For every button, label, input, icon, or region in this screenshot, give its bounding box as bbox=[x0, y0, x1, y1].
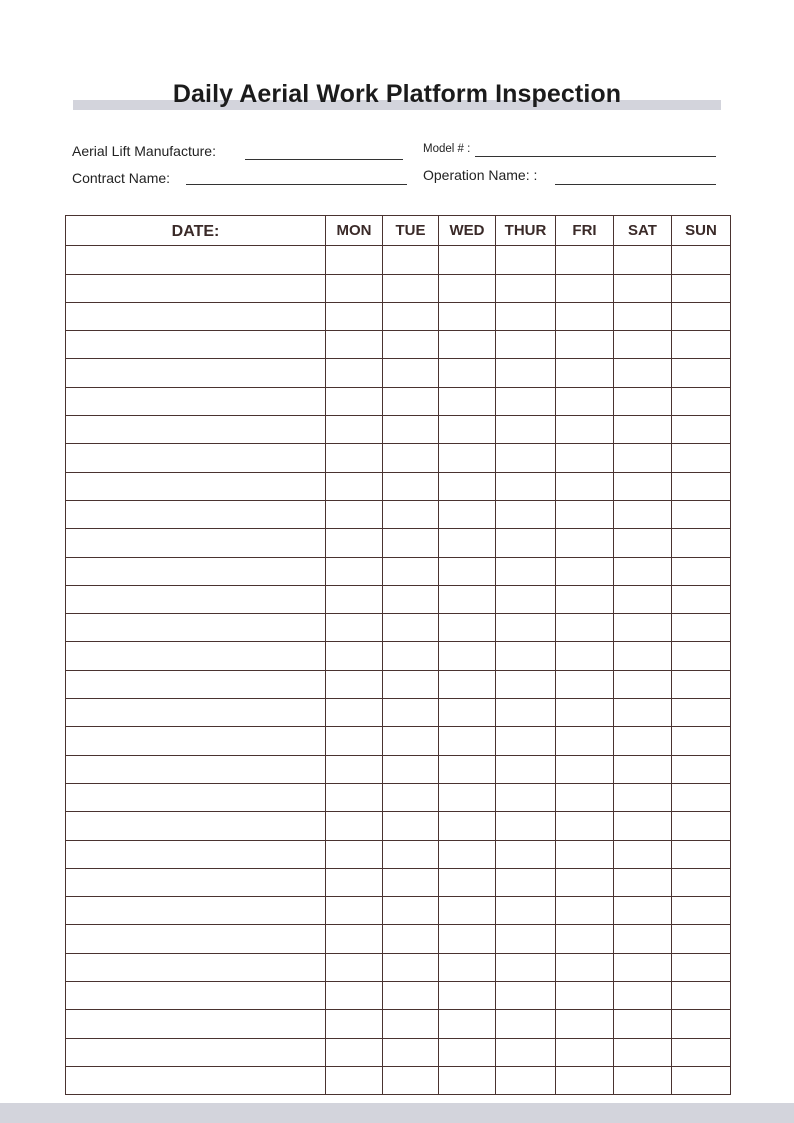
date-cell[interactable] bbox=[66, 416, 326, 444]
day-check-cell[interactable] bbox=[614, 727, 672, 755]
date-cell[interactable] bbox=[66, 1038, 326, 1066]
day-check-cell[interactable] bbox=[672, 500, 731, 528]
table-row bbox=[66, 670, 731, 698]
table-row bbox=[66, 500, 731, 528]
day-check-cell[interactable] bbox=[496, 416, 556, 444]
day-check-cell[interactable] bbox=[614, 416, 672, 444]
day-check-cell[interactable] bbox=[556, 783, 614, 811]
day-check-cell[interactable] bbox=[383, 670, 439, 698]
day-check-cell[interactable] bbox=[672, 529, 731, 557]
day-check-cell[interactable] bbox=[326, 472, 383, 500]
table-row bbox=[66, 755, 731, 783]
day-check-cell[interactable] bbox=[496, 642, 556, 670]
day-check-cell[interactable] bbox=[672, 416, 731, 444]
table-row bbox=[66, 1038, 731, 1066]
day-check-cell[interactable] bbox=[672, 331, 731, 359]
day-check-cell[interactable] bbox=[383, 500, 439, 528]
day-header-sun: SUN bbox=[672, 216, 731, 246]
table-body bbox=[66, 246, 731, 1095]
day-check-cell[interactable] bbox=[326, 1066, 383, 1094]
day-check-cell[interactable] bbox=[383, 331, 439, 359]
day-check-cell[interactable] bbox=[496, 727, 556, 755]
day-check-cell[interactable] bbox=[326, 274, 383, 302]
day-check-cell[interactable] bbox=[439, 246, 496, 274]
day-check-cell[interactable] bbox=[496, 699, 556, 727]
day-check-cell[interactable] bbox=[556, 812, 614, 840]
day-check-cell[interactable] bbox=[672, 812, 731, 840]
day-check-cell[interactable] bbox=[614, 812, 672, 840]
day-check-cell[interactable] bbox=[439, 387, 496, 415]
day-check-cell[interactable] bbox=[672, 585, 731, 613]
day-check-cell[interactable] bbox=[496, 331, 556, 359]
day-check-cell[interactable] bbox=[672, 1038, 731, 1066]
day-check-cell[interactable] bbox=[672, 642, 731, 670]
day-check-cell[interactable] bbox=[326, 614, 383, 642]
day-check-cell[interactable] bbox=[614, 500, 672, 528]
day-check-cell[interactable] bbox=[439, 727, 496, 755]
day-check-cell[interactable] bbox=[556, 699, 614, 727]
day-check-cell[interactable] bbox=[326, 246, 383, 274]
table-row bbox=[66, 868, 731, 896]
day-check-cell[interactable] bbox=[614, 1066, 672, 1094]
day-check-cell[interactable] bbox=[672, 557, 731, 585]
day-check-cell[interactable] bbox=[383, 812, 439, 840]
day-check-cell[interactable] bbox=[672, 359, 731, 387]
day-check-cell[interactable] bbox=[556, 755, 614, 783]
day-check-cell[interactable] bbox=[496, 387, 556, 415]
day-check-cell[interactable] bbox=[383, 387, 439, 415]
date-cell[interactable] bbox=[66, 953, 326, 981]
day-check-cell[interactable] bbox=[614, 444, 672, 472]
table-row bbox=[66, 585, 731, 613]
day-check-cell[interactable] bbox=[556, 982, 614, 1010]
day-check-cell[interactable] bbox=[439, 897, 496, 925]
day-check-cell[interactable] bbox=[439, 331, 496, 359]
day-check-cell[interactable] bbox=[556, 359, 614, 387]
day-check-cell[interactable] bbox=[614, 557, 672, 585]
day-check-cell[interactable] bbox=[496, 755, 556, 783]
day-check-cell[interactable] bbox=[439, 925, 496, 953]
table-row bbox=[66, 246, 731, 274]
day-check-cell[interactable] bbox=[383, 585, 439, 613]
table-row bbox=[66, 472, 731, 500]
day-check-cell[interactable] bbox=[383, 416, 439, 444]
table-row bbox=[66, 359, 731, 387]
inspection-table bbox=[65, 215, 731, 1095]
day-check-cell[interactable] bbox=[672, 302, 731, 330]
model-field[interactable] bbox=[475, 156, 716, 157]
day-check-cell[interactable] bbox=[383, 699, 439, 727]
day-check-cell[interactable] bbox=[326, 953, 383, 981]
day-check-cell[interactable] bbox=[672, 699, 731, 727]
day-check-cell[interactable] bbox=[556, 246, 614, 274]
day-check-cell[interactable] bbox=[383, 444, 439, 472]
day-check-cell[interactable] bbox=[556, 302, 614, 330]
day-check-cell[interactable] bbox=[326, 387, 383, 415]
day-check-cell[interactable] bbox=[672, 274, 731, 302]
day-check-cell[interactable] bbox=[439, 1010, 496, 1038]
table-row bbox=[66, 840, 731, 868]
day-check-cell[interactable] bbox=[496, 868, 556, 896]
day-check-cell[interactable] bbox=[496, 302, 556, 330]
table-row bbox=[66, 1010, 731, 1038]
day-check-cell[interactable] bbox=[496, 444, 556, 472]
day-check-cell[interactable] bbox=[496, 472, 556, 500]
date-cell[interactable] bbox=[66, 500, 326, 528]
day-check-cell[interactable] bbox=[496, 614, 556, 642]
day-check-cell[interactable] bbox=[439, 557, 496, 585]
day-check-cell[interactable] bbox=[614, 699, 672, 727]
day-check-cell[interactable] bbox=[383, 642, 439, 670]
day-check-cell[interactable] bbox=[439, 614, 496, 642]
table-row bbox=[66, 727, 731, 755]
manufacture-label: Aerial Lift Manufacture: bbox=[72, 143, 216, 159]
day-check-cell[interactable] bbox=[496, 529, 556, 557]
day-check-cell[interactable] bbox=[439, 840, 496, 868]
day-check-cell[interactable] bbox=[383, 1066, 439, 1094]
day-check-cell[interactable] bbox=[326, 642, 383, 670]
day-check-cell[interactable] bbox=[383, 727, 439, 755]
day-check-cell[interactable] bbox=[496, 897, 556, 925]
day-check-cell[interactable] bbox=[614, 953, 672, 981]
day-check-cell[interactable] bbox=[439, 982, 496, 1010]
day-check-cell[interactable] bbox=[439, 783, 496, 811]
date-cell[interactable] bbox=[66, 982, 326, 1010]
footer-bar bbox=[0, 1103, 794, 1123]
day-check-cell[interactable] bbox=[496, 783, 556, 811]
date-cell[interactable] bbox=[66, 557, 326, 585]
date-cell[interactable] bbox=[66, 1010, 326, 1038]
day-check-cell[interactable] bbox=[614, 982, 672, 1010]
operation-label: Operation Name: : bbox=[423, 167, 538, 183]
day-check-cell[interactable] bbox=[383, 840, 439, 868]
header-row bbox=[66, 216, 731, 246]
day-check-cell[interactable] bbox=[496, 982, 556, 1010]
day-check-cell[interactable] bbox=[556, 1010, 614, 1038]
table-row bbox=[66, 897, 731, 925]
day-check-cell[interactable] bbox=[556, 585, 614, 613]
day-check-cell[interactable] bbox=[326, 500, 383, 528]
day-check-cell[interactable] bbox=[496, 670, 556, 698]
date-cell[interactable] bbox=[66, 840, 326, 868]
day-check-cell[interactable] bbox=[326, 840, 383, 868]
date-cell[interactable] bbox=[66, 331, 326, 359]
day-check-cell[interactable] bbox=[614, 1038, 672, 1066]
day-check-cell[interactable] bbox=[326, 982, 383, 1010]
day-check-cell[interactable] bbox=[672, 246, 731, 274]
day-check-cell[interactable] bbox=[439, 953, 496, 981]
day-check-cell[interactable] bbox=[383, 868, 439, 896]
day-check-cell[interactable] bbox=[496, 840, 556, 868]
day-check-cell[interactable] bbox=[556, 670, 614, 698]
day-check-cell[interactable] bbox=[496, 1010, 556, 1038]
day-check-cell[interactable] bbox=[496, 1038, 556, 1066]
day-check-cell[interactable] bbox=[496, 246, 556, 274]
day-check-cell[interactable] bbox=[672, 670, 731, 698]
day-check-cell[interactable] bbox=[556, 274, 614, 302]
day-header-sat: SAT bbox=[614, 216, 672, 246]
day-check-cell[interactable] bbox=[614, 529, 672, 557]
day-check-cell[interactable] bbox=[556, 416, 614, 444]
date-cell[interactable] bbox=[66, 812, 326, 840]
day-check-cell[interactable] bbox=[614, 868, 672, 896]
day-check-cell[interactable] bbox=[326, 557, 383, 585]
day-check-cell[interactable] bbox=[383, 925, 439, 953]
day-check-cell[interactable] bbox=[614, 331, 672, 359]
day-check-cell[interactable] bbox=[326, 302, 383, 330]
day-check-cell[interactable] bbox=[556, 472, 614, 500]
table-row bbox=[66, 416, 731, 444]
day-check-cell[interactable] bbox=[614, 840, 672, 868]
date-cell[interactable] bbox=[66, 302, 326, 330]
day-check-cell[interactable] bbox=[496, 1066, 556, 1094]
day-check-cell[interactable] bbox=[326, 1010, 383, 1038]
day-check-cell[interactable] bbox=[439, 585, 496, 613]
operation-field[interactable] bbox=[555, 184, 716, 185]
day-check-cell[interactable] bbox=[439, 868, 496, 896]
date-cell[interactable] bbox=[66, 868, 326, 896]
day-check-cell[interactable] bbox=[556, 614, 614, 642]
day-check-cell[interactable] bbox=[326, 359, 383, 387]
day-check-cell[interactable] bbox=[439, 359, 496, 387]
day-check-cell[interactable] bbox=[614, 359, 672, 387]
day-check-cell[interactable] bbox=[383, 529, 439, 557]
date-cell[interactable] bbox=[66, 699, 326, 727]
day-check-cell[interactable] bbox=[439, 755, 496, 783]
date-cell[interactable] bbox=[66, 897, 326, 925]
day-check-cell[interactable] bbox=[326, 812, 383, 840]
table-row bbox=[66, 331, 731, 359]
date-cell[interactable] bbox=[66, 387, 326, 415]
contract-field[interactable] bbox=[186, 184, 407, 185]
date-cell[interactable] bbox=[66, 1066, 326, 1094]
date-cell[interactable] bbox=[66, 925, 326, 953]
day-check-cell[interactable] bbox=[439, 1066, 496, 1094]
day-header-fri: FRI bbox=[556, 216, 614, 246]
day-check-cell[interactable] bbox=[556, 1066, 614, 1094]
day-check-cell[interactable] bbox=[439, 812, 496, 840]
day-check-cell[interactable] bbox=[496, 812, 556, 840]
day-check-cell[interactable] bbox=[672, 472, 731, 500]
date-cell[interactable] bbox=[66, 359, 326, 387]
day-check-cell[interactable] bbox=[383, 755, 439, 783]
day-check-cell[interactable] bbox=[556, 897, 614, 925]
date-cell[interactable] bbox=[66, 274, 326, 302]
table-row bbox=[66, 953, 731, 981]
day-check-cell[interactable] bbox=[556, 500, 614, 528]
day-check-cell[interactable] bbox=[326, 868, 383, 896]
day-check-cell[interactable] bbox=[614, 274, 672, 302]
day-check-cell[interactable] bbox=[383, 897, 439, 925]
day-check-cell[interactable] bbox=[556, 727, 614, 755]
day-check-cell[interactable] bbox=[326, 670, 383, 698]
day-check-cell[interactable] bbox=[383, 783, 439, 811]
day-check-cell[interactable] bbox=[614, 246, 672, 274]
date-cell[interactable] bbox=[66, 246, 326, 274]
model-label: Model # : bbox=[423, 143, 471, 155]
day-check-cell[interactable] bbox=[672, 444, 731, 472]
day-check-cell[interactable] bbox=[672, 1066, 731, 1094]
day-check-cell[interactable] bbox=[383, 1010, 439, 1038]
table-row bbox=[66, 387, 731, 415]
day-check-cell[interactable] bbox=[326, 416, 383, 444]
day-check-cell[interactable] bbox=[672, 982, 731, 1010]
table-row bbox=[66, 1066, 731, 1094]
table-row bbox=[66, 444, 731, 472]
date-cell[interactable] bbox=[66, 444, 326, 472]
day-check-cell[interactable] bbox=[326, 783, 383, 811]
day-check-cell[interactable] bbox=[614, 925, 672, 953]
day-check-cell[interactable] bbox=[672, 1010, 731, 1038]
manufacture-field[interactable] bbox=[245, 159, 403, 160]
day-check-cell[interactable] bbox=[439, 302, 496, 330]
day-check-cell[interactable] bbox=[439, 670, 496, 698]
day-check-cell[interactable] bbox=[614, 614, 672, 642]
day-check-cell[interactable] bbox=[496, 500, 556, 528]
day-check-cell[interactable] bbox=[383, 472, 439, 500]
day-check-cell[interactable] bbox=[439, 642, 496, 670]
day-check-cell[interactable] bbox=[439, 699, 496, 727]
table-row bbox=[66, 783, 731, 811]
day-check-cell[interactable] bbox=[383, 246, 439, 274]
day-check-cell[interactable] bbox=[614, 1010, 672, 1038]
day-check-cell[interactable] bbox=[614, 755, 672, 783]
day-check-cell[interactable] bbox=[383, 557, 439, 585]
table-row bbox=[66, 699, 731, 727]
day-check-cell[interactable] bbox=[672, 727, 731, 755]
day-check-cell[interactable] bbox=[383, 274, 439, 302]
day-check-cell[interactable] bbox=[556, 331, 614, 359]
day-check-cell[interactable] bbox=[614, 387, 672, 415]
day-check-cell[interactable] bbox=[496, 359, 556, 387]
day-check-cell[interactable] bbox=[326, 529, 383, 557]
day-check-cell[interactable] bbox=[439, 500, 496, 528]
day-check-cell[interactable] bbox=[556, 387, 614, 415]
day-check-cell[interactable] bbox=[326, 585, 383, 613]
day-check-cell[interactable] bbox=[672, 614, 731, 642]
day-check-cell[interactable] bbox=[439, 472, 496, 500]
day-check-cell[interactable] bbox=[556, 557, 614, 585]
day-check-cell[interactable] bbox=[383, 953, 439, 981]
day-header-tue: TUE bbox=[383, 216, 439, 246]
day-check-cell[interactable] bbox=[614, 472, 672, 500]
day-check-cell[interactable] bbox=[614, 897, 672, 925]
day-check-cell[interactable] bbox=[439, 529, 496, 557]
day-check-cell[interactable] bbox=[556, 642, 614, 670]
day-check-cell[interactable] bbox=[326, 727, 383, 755]
table-row bbox=[66, 642, 731, 670]
day-check-cell[interactable] bbox=[556, 444, 614, 472]
day-header-mon: MON bbox=[326, 216, 383, 246]
table-row bbox=[66, 274, 731, 302]
day-check-cell[interactable] bbox=[326, 755, 383, 783]
day-check-cell[interactable] bbox=[556, 953, 614, 981]
day-check-cell[interactable] bbox=[496, 585, 556, 613]
date-cell[interactable] bbox=[66, 472, 326, 500]
date-cell[interactable] bbox=[66, 727, 326, 755]
day-header-wed: WED bbox=[439, 216, 496, 246]
day-check-cell[interactable] bbox=[439, 1038, 496, 1066]
day-check-cell[interactable] bbox=[439, 416, 496, 444]
day-check-cell[interactable] bbox=[383, 1038, 439, 1066]
date-cell[interactable] bbox=[66, 529, 326, 557]
day-check-cell[interactable] bbox=[614, 670, 672, 698]
day-check-cell[interactable] bbox=[614, 302, 672, 330]
day-check-cell[interactable] bbox=[326, 925, 383, 953]
day-check-cell[interactable] bbox=[383, 614, 439, 642]
day-check-cell[interactable] bbox=[556, 529, 614, 557]
day-check-cell[interactable] bbox=[496, 274, 556, 302]
day-check-cell[interactable] bbox=[326, 699, 383, 727]
date-cell[interactable] bbox=[66, 670, 326, 698]
day-check-cell[interactable] bbox=[672, 387, 731, 415]
day-check-cell[interactable] bbox=[556, 1038, 614, 1066]
day-check-cell[interactable] bbox=[672, 953, 731, 981]
day-check-cell[interactable] bbox=[383, 302, 439, 330]
day-check-cell[interactable] bbox=[326, 897, 383, 925]
day-check-cell[interactable] bbox=[383, 359, 439, 387]
day-check-cell[interactable] bbox=[672, 868, 731, 896]
date-column-header: DATE: bbox=[66, 216, 326, 246]
day-check-cell[interactable] bbox=[672, 925, 731, 953]
table-row bbox=[66, 614, 731, 642]
date-cell[interactable] bbox=[66, 614, 326, 642]
contract-label: Contract Name: bbox=[72, 170, 171, 186]
table-row bbox=[66, 529, 731, 557]
day-check-cell[interactable] bbox=[439, 274, 496, 302]
day-check-cell[interactable] bbox=[556, 925, 614, 953]
day-check-cell[interactable] bbox=[556, 840, 614, 868]
day-check-cell[interactable] bbox=[672, 783, 731, 811]
day-check-cell[interactable] bbox=[439, 444, 496, 472]
day-check-cell[interactable] bbox=[614, 585, 672, 613]
date-cell[interactable] bbox=[66, 585, 326, 613]
day-check-cell[interactable] bbox=[672, 840, 731, 868]
day-check-cell[interactable] bbox=[326, 331, 383, 359]
day-check-cell[interactable] bbox=[614, 642, 672, 670]
table-row bbox=[66, 302, 731, 330]
page-title: Daily Aerial Work Platform Inspection bbox=[172, 80, 622, 108]
day-check-cell[interactable] bbox=[556, 868, 614, 896]
day-check-cell[interactable] bbox=[326, 1038, 383, 1066]
table-row bbox=[66, 557, 731, 585]
day-check-cell[interactable] bbox=[614, 783, 672, 811]
day-check-cell[interactable] bbox=[672, 755, 731, 783]
table-row bbox=[66, 982, 731, 1010]
day-check-cell[interactable] bbox=[496, 925, 556, 953]
day-check-cell[interactable] bbox=[496, 953, 556, 981]
day-check-cell[interactable] bbox=[496, 557, 556, 585]
day-check-cell[interactable] bbox=[672, 897, 731, 925]
date-cell[interactable] bbox=[66, 755, 326, 783]
date-cell[interactable] bbox=[66, 642, 326, 670]
day-header-thur: THUR bbox=[496, 216, 556, 246]
date-cell[interactable] bbox=[66, 783, 326, 811]
table-row bbox=[66, 812, 731, 840]
day-check-cell[interactable] bbox=[326, 444, 383, 472]
table-row bbox=[66, 925, 731, 953]
day-check-cell[interactable] bbox=[383, 982, 439, 1010]
